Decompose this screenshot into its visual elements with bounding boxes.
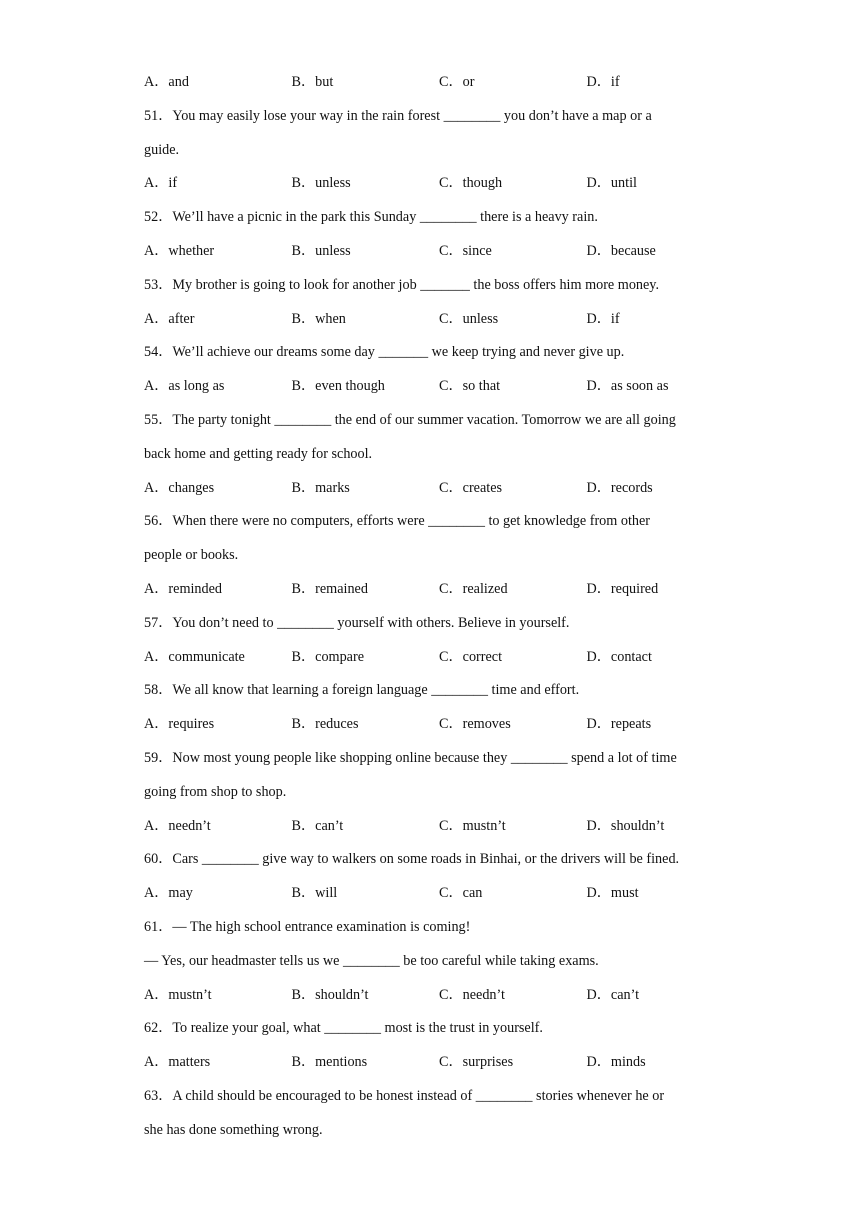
option-a: A．mustn’t [144,986,212,1003]
question-options [144,303,734,337]
option-d: D．minds [586,1054,646,1071]
question-item [144,1012,734,1080]
question-stem: 57．You don’t need to ________ yourself with others. Believe in yourself. [144,614,570,631]
question-stem: 60．Cars ________ give way to walkers on some roads in Binhai, or the drivers will be fined. [144,851,680,868]
question-stem: 63．A child should be encouraged to be honest instead of ________ stories whenever he or [144,1087,665,1104]
option-b: B．reduces [291,716,359,733]
option-c: C．can [439,885,483,902]
question-stem: 51．You may easily lose your way in the rain forest ________ you don’t have a map or a [144,107,652,124]
question-stem: 55．The party tonight ________ the end of our summer vacation. Tomorrow we are all going [144,411,676,428]
option-a: A．communicate [144,648,245,665]
option-d: D．if [586,74,620,90]
option-d: D．as soon as [586,378,669,395]
option-b: B．remained [291,580,368,597]
option-d: D．must [586,885,639,902]
question-item [144,269,734,337]
question-item [144,100,734,201]
option-b: B．will [291,885,338,902]
option-d: D．repeats [586,716,652,733]
question-stem-continuation: guide. [144,141,180,158]
question-options [144,810,734,844]
option-b: B．but [291,74,334,90]
question-options [144,641,734,675]
question-stem: 54．We’ll achieve our dreams some day _______ we keep trying and never give up. [144,344,625,361]
option-b: B．unless [291,242,351,259]
option-c: C．mustn’t [439,817,506,834]
question-options [144,877,734,911]
question-stem: 58．We all know that learning a foreign language ________ time and effort. [144,682,580,699]
option-d: D．records [586,479,653,496]
option-a: A．if [144,175,178,192]
question-stem: 53．My brother is going to look for another job _______ the boss offers him more money. [144,276,660,293]
question-item [144,404,734,505]
question-options [144,708,734,742]
option-b: B．even though [291,378,385,395]
question-stem: 52．We’ll have a picnic in the park this Sunday ________ there is a heavy rain. [144,209,598,226]
option-a: A．and [144,74,189,90]
option-d: D．can’t [586,986,640,1003]
question-stem-continuation: going from shop to shop. [144,783,287,800]
option-c: C．so that [439,378,501,395]
option-b: B．can’t [291,817,344,834]
option-c: C．realized [439,580,508,597]
option-b: B．marks [291,479,350,496]
question-options [144,66,734,100]
question-item [144,336,734,404]
question-item [144,742,734,843]
question-options [144,1046,734,1080]
question-stem: 56．When there were no computers, efforts were ________ to get knowledge from other [144,513,650,530]
question-stem-continuation: she has done something wrong. [144,1121,323,1138]
question-item [144,607,734,675]
option-a: A．reminded [144,580,223,597]
option-d: D．shouldn’t [586,817,665,834]
question-stem: 61．— The high school entrance examination is coming! [144,918,471,935]
option-c: C．correct [439,648,503,665]
question-item [144,843,734,911]
option-c: C．removes [439,716,511,733]
option-d: D．if [586,310,620,327]
question-item [144,1080,734,1148]
question-options [144,979,734,1013]
option-d: D．contact [586,648,652,665]
option-b: B．shouldn’t [291,986,369,1003]
option-b: B．when [291,310,346,327]
option-a: A．matters [144,1054,211,1071]
question-stem-continuation: back home and getting ready for school. [144,445,373,462]
option-c: C．needn’t [439,986,505,1003]
question-options [144,370,734,404]
option-d: D．required [586,580,659,597]
option-b: B．compare [291,648,364,665]
option-b: B．unless [291,175,351,192]
question-item [144,674,734,742]
question-stem: 59．Now most young people like shopping online because they ________ spend a lot of time [144,749,677,766]
option-a: A．may [144,885,193,902]
option-c: C．surprises [439,1054,514,1071]
option-a: A．after [144,310,195,327]
option-a: A．whether [144,242,215,259]
question-item [144,505,734,606]
question-stem: 62．To realize your goal, what ________ most is the trust in yourself. [144,1020,543,1037]
question-stem-continuation: — Yes, our headmaster tells us we ________ be too careful while taking exams. [144,952,599,969]
option-c: C．since [439,242,492,259]
exam-page [144,66,734,1148]
question-options [144,472,734,506]
question-options [144,167,734,201]
option-c: C．or [439,74,475,90]
option-c: C．unless [439,310,499,327]
option-a: A．requires [144,716,215,733]
question-item [144,201,734,269]
option-a: A．needn’t [144,817,211,834]
question-options [144,235,734,269]
option-c: C．creates [439,479,503,496]
option-a: A．changes [144,479,215,496]
question-options [144,573,734,607]
option-b: B．mentions [291,1054,368,1071]
option-a: A．as long as [144,378,225,395]
option-d: D．until [586,175,637,192]
question-item [144,911,734,1012]
question-stem-continuation: people or books. [144,547,239,564]
option-c: C．though [439,175,503,192]
option-d: D．because [586,242,656,259]
